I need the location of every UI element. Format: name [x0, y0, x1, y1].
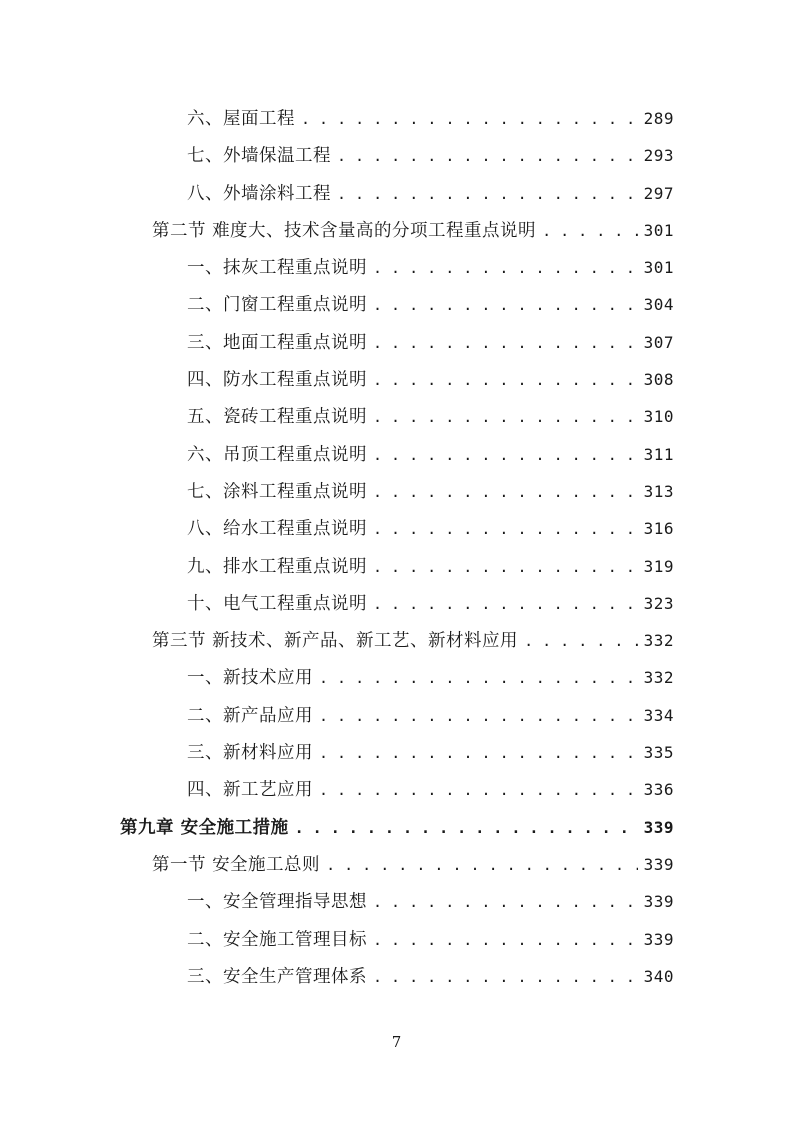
- toc-leader-dots: [373, 437, 638, 474]
- table-of-contents: [0, 100, 793, 995]
- toc-leader-dots: [326, 847, 638, 884]
- toc-entry-page: 339: [643, 929, 674, 949]
- toc-entry-page: 301: [643, 220, 674, 240]
- toc-entry-page: 335: [643, 743, 674, 763]
- toc-entry[interactable]: [0, 771, 793, 808]
- toc-entry-page: 336: [643, 780, 674, 800]
- toc-entry[interactable]: [0, 436, 793, 473]
- toc-entry-title: 第一节 安全施工总则: [152, 854, 321, 875]
- toc-leader-dots: [373, 250, 638, 287]
- toc-entry-page: 293: [643, 146, 674, 166]
- toc-leader-dots: [542, 213, 638, 250]
- toc-entry-title: 二、安全施工管理目标: [187, 929, 367, 950]
- toc-entry[interactable]: [0, 286, 793, 323]
- toc-entry-title: 八、给水工程重点说明: [187, 519, 367, 540]
- toc-leader-dots: [319, 698, 638, 735]
- toc-entry-page: 297: [643, 183, 674, 203]
- toc-entry-title: 十、电气工程重点说明: [187, 593, 367, 614]
- toc-entry-title: 四、防水工程重点说明: [187, 370, 367, 391]
- toc-entry-title: 四、新工艺应用: [187, 780, 313, 801]
- toc-entry[interactable]: [0, 510, 793, 547]
- toc-entry-title: 一、安全管理指导思想: [187, 892, 367, 913]
- toc-leader-dots: [337, 176, 638, 213]
- toc-entry[interactable]: [0, 697, 793, 734]
- toc-entry-title: 一、新技术应用: [187, 668, 313, 689]
- toc-leader-dots: [373, 511, 638, 548]
- toc-entry-title: 三、地面工程重点说明: [187, 332, 367, 353]
- toc-entry-title: 二、门窗工程重点说明: [187, 295, 367, 316]
- toc-entry-page: 339: [643, 817, 674, 837]
- toc-leader-dots: [319, 772, 638, 809]
- toc-leader-dots: [373, 959, 638, 996]
- toc-entry-title: 六、吊顶工程重点说明: [187, 444, 367, 465]
- toc-entry[interactable]: [0, 398, 793, 435]
- toc-entry[interactable]: [0, 921, 793, 958]
- toc-entry-title: 三、安全生产管理体系: [187, 966, 367, 987]
- toc-leader-dots: [373, 922, 638, 959]
- toc-entry-page: 301: [643, 258, 674, 278]
- toc-entry-page: 307: [643, 332, 674, 352]
- toc-leader-dots: [319, 735, 638, 772]
- toc-leader-dots: [524, 623, 638, 660]
- toc-entry-title: 第三节 新技术、新产品、新工艺、新材料应用: [152, 631, 519, 652]
- toc-chapter-entry[interactable]: [0, 809, 793, 846]
- toc-entry[interactable]: [0, 548, 793, 585]
- toc-entry-page: 289: [643, 109, 674, 128]
- toc-leader-dots: [373, 399, 638, 436]
- toc-entry[interactable]: [0, 249, 793, 286]
- toc-entry-title: 三、新材料应用: [187, 743, 313, 764]
- toc-entry-title: 二、新产品应用: [187, 705, 313, 726]
- toc-entry-title: 七、涂料工程重点说明: [187, 481, 367, 502]
- toc-entry-page: 311: [643, 444, 674, 464]
- toc-leader-dots: [373, 884, 638, 921]
- toc-leader-dots: [319, 660, 638, 697]
- toc-entry-page: 334: [643, 705, 674, 725]
- toc-entry-page: 332: [643, 631, 674, 651]
- toc-entry-title: 五、瓷砖工程重点说明: [187, 407, 367, 428]
- toc-entry-title: 第二节 难度大、技术含量高的分项工程重点说明: [152, 220, 537, 241]
- toc-section-entry[interactable]: [0, 212, 793, 249]
- toc-entry-page: 304: [643, 295, 674, 315]
- toc-leader-dots: [301, 101, 638, 138]
- toc-entry[interactable]: [0, 659, 793, 696]
- toc-entry[interactable]: [0, 585, 793, 622]
- toc-entry-page: 313: [643, 481, 674, 501]
- toc-entry[interactable]: [0, 175, 793, 212]
- toc-leader-dots: [373, 586, 638, 623]
- toc-entry-title: 六、屋面工程: [187, 109, 295, 129]
- toc-entry-page: 319: [643, 556, 674, 576]
- toc-leader-dots: [337, 138, 638, 175]
- toc-entry-page: 316: [643, 519, 674, 539]
- toc-entry-title: 一、抹灰工程重点说明: [187, 258, 367, 279]
- toc-entry-title: 八、外墙涂料工程: [187, 183, 331, 204]
- toc-leader-dots: [373, 474, 638, 511]
- toc-entry[interactable]: [0, 324, 793, 361]
- toc-entry[interactable]: [0, 958, 793, 995]
- toc-entry-page: 339: [643, 892, 674, 912]
- toc-entry-title: 第九章 安全施工措施: [120, 817, 289, 838]
- toc-entry-page: 332: [643, 668, 674, 688]
- toc-entry[interactable]: [0, 473, 793, 510]
- toc-entry-title: 七、外墙保温工程: [187, 146, 331, 167]
- toc-entry-page: 339: [643, 854, 674, 874]
- toc-entry[interactable]: [0, 100, 793, 137]
- toc-entry[interactable]: [0, 361, 793, 398]
- toc-section-entry[interactable]: [0, 622, 793, 659]
- toc-entry-page: 340: [643, 966, 674, 986]
- toc-entry[interactable]: [0, 137, 793, 174]
- toc-section-entry[interactable]: [0, 846, 793, 883]
- page-number: 7: [391, 1033, 402, 1051]
- toc-entry-page: 310: [643, 407, 674, 427]
- toc-entry[interactable]: [0, 734, 793, 771]
- toc-entry-page: 308: [643, 370, 674, 390]
- toc-leader-dots: [373, 287, 638, 324]
- toc-leader-dots: [373, 362, 638, 399]
- toc-entry-page: 323: [643, 593, 674, 613]
- toc-leader-dots: [373, 325, 638, 362]
- toc-leader-dots: [295, 810, 638, 847]
- toc-entry-title: 九、排水工程重点说明: [187, 556, 367, 577]
- toc-entry[interactable]: [0, 883, 793, 920]
- toc-leader-dots: [373, 549, 638, 586]
